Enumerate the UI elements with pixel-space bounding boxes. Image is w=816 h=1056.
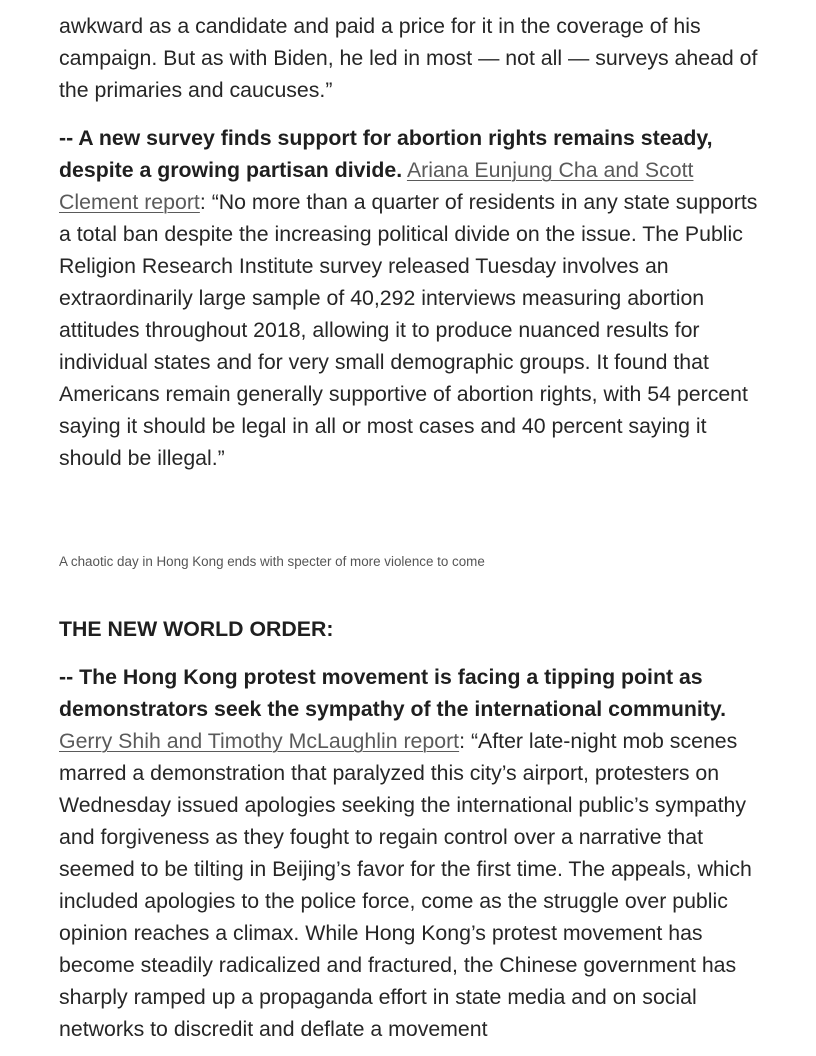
hong-kong-report-link[interactable]: Gerry Shih and Timothy McLaughlin report [59, 729, 460, 753]
abortion-survey-report-link[interactable]: Ariana Eunjung Cha and Scott Clement report [59, 158, 694, 214]
abortion-survey-body: : “No more than a quarter of residents in any state supports a total ban despite the increasing political divide on the issue. The Public Religion Research Institute survey released Tuesday involves an extraordinarily large sample of 40,292 interviews measuring abortion attitudes throughout 2018, allowing it to produce nuanced results for individual states and for very small demographic groups. It found that Americans remain generally supportive of abortion rights, with 54 percent saying it should be legal in all or most cases and 40 percent saying it should be illegal.” [59, 190, 758, 470]
section-heading: THE NEW WORLD ORDER: [59, 617, 334, 641]
hong-kong-paragraph [59, 661, 774, 1045]
newsletter-page [59, 10, 774, 1041]
photo-caption: A chaotic day in Hong Kong ends with specter of more violence to come [59, 554, 485, 569]
intro-paragraph: awkward as a candidate and paid a price for it in the coverage of his campaign. But as with Biden, he led in most — not all — surveys ahead of the primaries and caucuses.” [59, 14, 758, 102]
abortion-survey-paragraph [59, 122, 774, 474]
hong-kong-headline: -- The Hong Kong protest movement is facing a tipping point as demonstrators seek the sympathy of the international community. [59, 665, 727, 721]
hong-kong-body: : “After late-night mob scenes marred a demonstration that paralyzed this city’s airport, protesters on Wednesday issued apologies seeking the international public’s sympathy and forgiveness as they fought to regain control over a narrative that seemed to be tilting in Beijing’s favor for the first time. The appeals, which included apologies to the police force, come as the struggle over public opinion reaches a climax. While Hong Kong’s protest movement has become steadily radicalized and fractured, the Chinese government has sharply ramped up a propaganda effort in state media and on social networks to discredit and deflate a movement [59, 729, 752, 1041]
abortion-survey-headline: -- A new survey finds support for abortion rights remains steady, despite a growing partisan divide. [59, 126, 713, 182]
